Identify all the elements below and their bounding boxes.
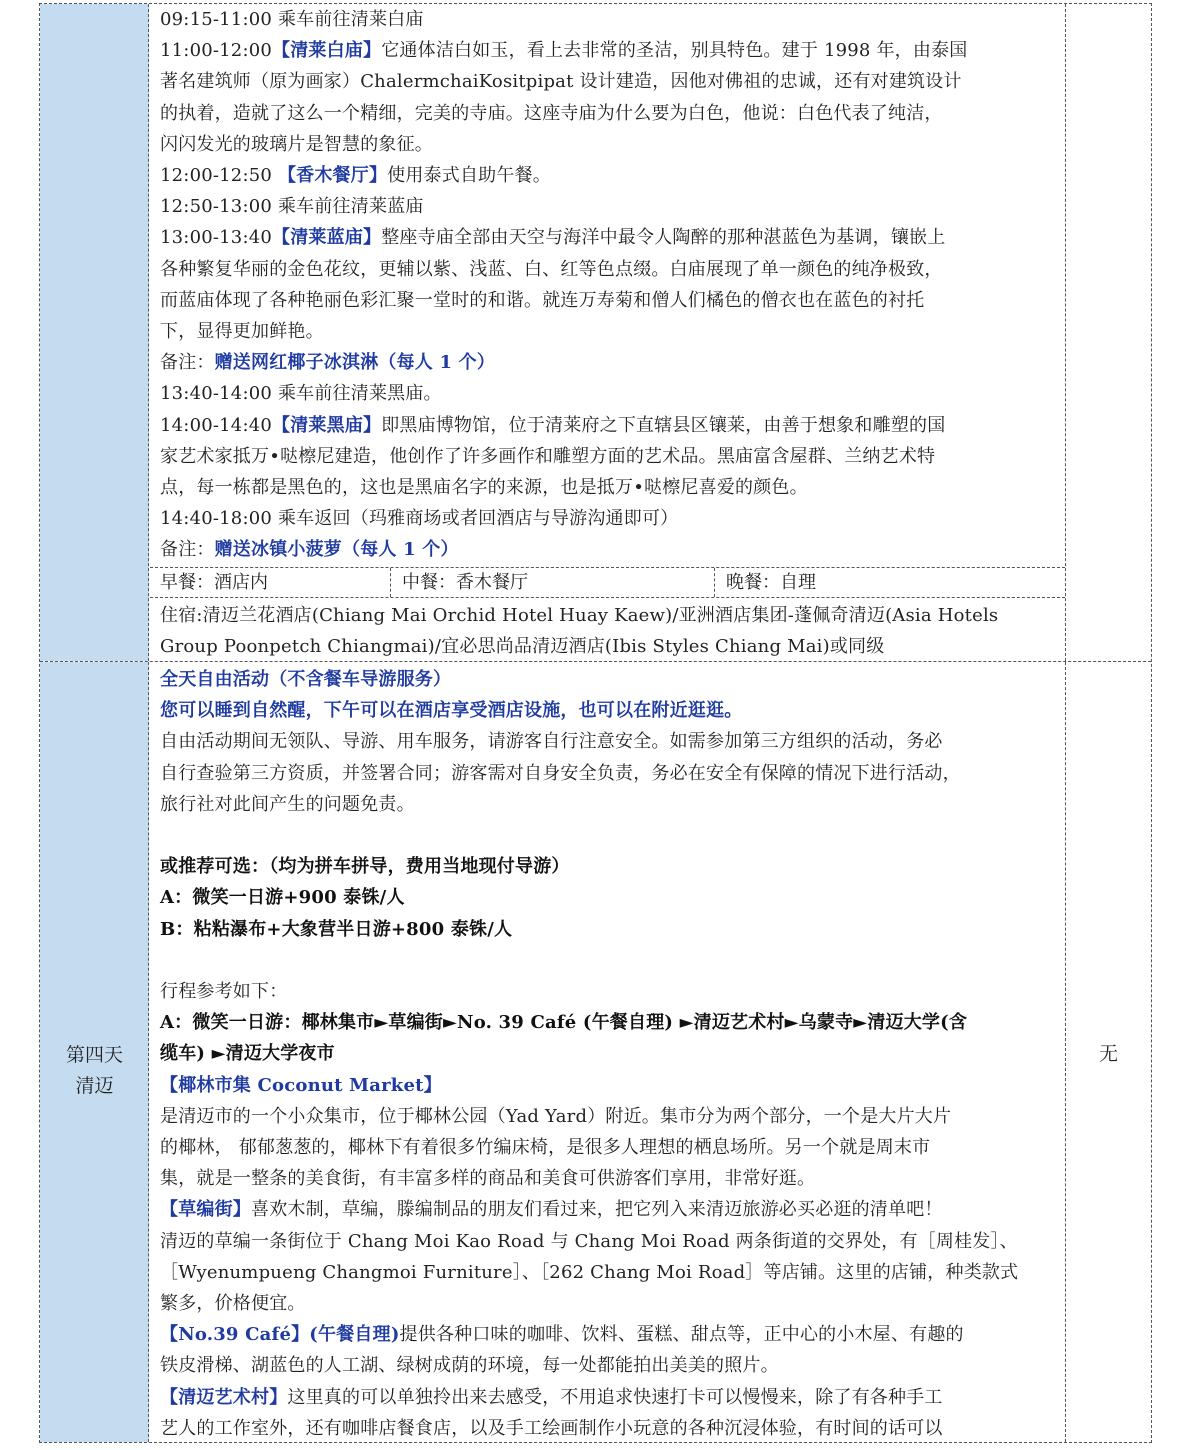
line-segment: 著名建筑师（原为画家）ChalermchaiKositpipat 设计建造，因他对佛祖的忠诚，还有对建筑设计 — [160, 71, 962, 93]
line-segment: 14:00-14:40 — [160, 414, 273, 436]
schedule-line — [150, 285, 1065, 316]
schedule-line — [150, 1413, 1065, 1444]
line-segment: 【No.39 Café】(午餐自理) — [160, 1324, 400, 1346]
line-segment: 自由活动期间无领队、导游、用车服务，请游客自行注意安全。如需参加第三方组织的活动，务必 — [160, 731, 943, 753]
schedule-line — [150, 726, 1065, 757]
schedule-line — [150, 976, 1065, 1007]
schedule-line — [150, 66, 1065, 97]
line-segment: 点，每一栋都是黑色的，这也是黑庙名字的来源，也是抵万•哒檫尼喜爱的颜色。 — [160, 477, 808, 499]
itinerary-table — [39, 3, 1152, 1443]
day3-meals-row — [150, 567, 1065, 598]
line-segment: A：微笑一日游+900 泰铢/人 — [160, 887, 405, 909]
line-segment: 闪闪发光的玻璃片是智慧的象征。 — [160, 133, 433, 155]
line-segment: 14:40-18:00 乘车返回（玛雅商场或者回酒店与导游沟通即可） — [160, 508, 679, 530]
schedule-line — [150, 758, 1065, 789]
schedule-line — [150, 441, 1065, 472]
line-segment: A：微笑一日游：椰林集市►草编街►No. 39 Café (午餐自理) ►清迈艺术村►乌蒙寺►清迈大学(含 — [160, 1012, 968, 1034]
schedule-line — [150, 1288, 1065, 1319]
line-segment: B：粘粘瀑布+大象营半日游+800 泰铢/人 — [160, 918, 513, 940]
blank-line — [150, 820, 1065, 851]
line-segment: 艺人的工作室外，还有咖啡店餐食店，以及手工绘画制作小玩意的各种沉浸体验，有时间的话可以 — [160, 1417, 943, 1439]
schedule-line — [150, 222, 1065, 253]
day4-schedule — [150, 664, 1065, 1444]
lodging-line: 住宿:清迈兰花酒店(Chiang Mai Orchid Hotel Huay Kaew)/亚洲酒店集团-蓬佩奇清迈(Asia Hotels — [160, 605, 999, 626]
schedule-line — [150, 1038, 1065, 1069]
day4-city: 清迈 — [75, 1075, 114, 1097]
schedule-line — [150, 851, 1065, 882]
line-segment: 这里真的可以单独拎出来去感受，不用追求快速打卡可以慢慢来，除了有各种手工 — [287, 1386, 943, 1408]
line-segment: 自行查验第三方资质，并签署合同；游客需对自身安全负责，务必在安全有保障的情况下进行活动， — [160, 762, 961, 784]
schedule-line — [150, 316, 1065, 347]
line-segment: 提供各种口味的咖啡、饮料、蛋糕、甜点等，正中心的小木屋、有趣的 — [399, 1324, 964, 1346]
line-segment: 繁多，价格便宜。 — [160, 1293, 306, 1315]
day3-day-cell — [40, 4, 149, 661]
line-segment: 的执着，造就了这么一个精细，完美的寺庙。这座寺庙为什么要为白色，他说：白色代表了纯洁， — [160, 102, 943, 124]
line-segment: 您可以睡到自然醒，下午可以在酒店享受酒店设施，也可以在附近逛逛。 — [160, 700, 743, 722]
schedule-line — [150, 160, 1065, 191]
schedule-line — [150, 789, 1065, 820]
line-segment: 【清莱蓝庙】 — [272, 227, 382, 249]
schedule-line — [150, 1194, 1065, 1225]
line-segment: 13:40-14:00 乘车前往清莱黑庙。 — [160, 383, 442, 405]
line-segment: 旅行社对此间产生的问题免责。 — [160, 793, 415, 815]
line-segment: 12:00-12:50 — [160, 165, 278, 187]
line-segment: 备注： — [160, 539, 215, 561]
line-segment: 行程参考如下： — [160, 981, 288, 1002]
line-segment: 而蓝庙体现了各种艳丽色彩汇聚一堂时的和谐。就连万寿菊和僧人们橘色的僧衣也在蓝色的衬托 — [160, 289, 925, 311]
line-segment: 备注： — [160, 352, 215, 374]
line-segment: 家艺术家抵万•哒檫尼建造，他创作了许多画作和雕塑方面的艺术品。黑庙富含屋群、兰纳艺术特 — [160, 445, 936, 467]
lodging-line: Group Poonpetch Chiangmai)/宜必思尚品清迈酒店(Ibis Styles Chiang Mai)或同级 — [160, 636, 885, 658]
line-segment: 使用泰式自助午餐。 — [387, 165, 551, 187]
line-segment: 是清迈市的一个小众集市，位于椰林公园（Yad Yard）附近。集市分为两个部分，一个是大片大片 — [160, 1105, 952, 1127]
schedule-line — [150, 695, 1065, 726]
day4-hotel-value: 无 — [1098, 1042, 1118, 1065]
line-segment: 【清莱白庙】 — [272, 40, 382, 62]
schedule-line — [150, 534, 1065, 565]
schedule-line — [150, 1382, 1065, 1413]
schedule-line — [150, 503, 1065, 534]
line-segment: 全天自由活动（不含餐车导游服务） — [160, 669, 452, 690]
line-segment: 11:00-12:00 — [160, 40, 273, 62]
day3-hotel-cell — [1065, 4, 1151, 661]
line-segment: 【香木餐厅】 — [277, 165, 388, 187]
schedule-line — [150, 472, 1065, 503]
line-segment: 下，显得更加鲜艳。 — [160, 321, 324, 343]
schedule-line — [150, 4, 1065, 35]
line-segment: 【清迈艺术村】 — [160, 1386, 288, 1408]
day4-day-cell — [40, 662, 149, 1442]
line-segment: 09:15-11:00 乘车前往清莱白庙 — [160, 9, 424, 30]
line-segment: 【椰林市集 Coconut Market】 — [160, 1074, 442, 1096]
blank-line — [150, 945, 1065, 976]
line-segment: 喜欢木制，草编，滕编制品的朋友们看过来，把它列入来清迈旅游必买必逛的清单吧！ — [251, 1199, 943, 1221]
line-segment: 【草编街】 — [160, 1199, 251, 1221]
schedule-line — [150, 1163, 1065, 1194]
schedule-line — [150, 914, 1065, 945]
schedule-line — [150, 1007, 1065, 1038]
schedule-line — [150, 1070, 1065, 1101]
schedule-line — [150, 129, 1065, 160]
line-segment: 的椰林， 郁郁葱葱的，椰林下有着很多竹编床椅，是很多人理想的栖息场所。另一个就是周末市 — [160, 1137, 931, 1159]
line-segment: 清迈的草编一条街位于 Chang Moi Kao Road 与 Chang Moi Road 两条街道的交界处，有［周桂发］、 — [160, 1230, 1018, 1252]
line-segment: 它通体洁白如玉，看上去非常的圣洁，别具特色。建于 1998 年，由泰国 — [381, 40, 968, 62]
line-segment: 缆车) ►清迈大学夜市 — [160, 1043, 335, 1065]
line-segment: 赠送网红椰子冰淇淋（每人 1 个） — [214, 352, 496, 374]
day4-label: 第四天 — [65, 1044, 123, 1066]
schedule-line — [150, 191, 1065, 222]
line-segment: 12:50-13:00 乘车前往清莱蓝庙 — [160, 196, 424, 218]
schedule-line — [150, 35, 1065, 66]
schedule-line — [150, 1226, 1065, 1257]
schedule-line — [150, 98, 1065, 129]
schedule-line — [150, 254, 1065, 285]
line-segment: 即黑庙博物馆，位于清莱府之下直辖县区镶莱，由善于想象和雕塑的国 — [381, 414, 946, 436]
day4-hotel-cell — [1065, 662, 1151, 1442]
line-segment: 各种繁复华丽的金色花纹，更辅以紫、浅蓝、白、红等色点缀。白庙展现了单一颜色的纯净极致， — [160, 258, 943, 280]
schedule-line — [150, 1101, 1065, 1132]
schedule-line — [150, 378, 1065, 409]
schedule-line — [150, 1319, 1065, 1350]
schedule-line — [150, 664, 1065, 695]
line-segment: 赠送冰镇小菠萝（每人 1 个） — [214, 539, 459, 561]
schedule-line — [150, 1132, 1065, 1163]
line-segment: 铁皮滑梯、湖蓝色的人工湖、绿树成荫的环境，每一处都能拍出美美的照片。 — [160, 1355, 779, 1377]
row-divider — [40, 661, 1151, 662]
schedule-line — [150, 1257, 1065, 1288]
day3-schedule — [150, 4, 1065, 566]
line-segment: 集，就是一整条的美食街，有丰富多样的商品和美食可供游客们享用，非常好逛。 — [160, 1168, 816, 1190]
schedule-line — [150, 1350, 1065, 1381]
line-segment: 或推荐可选：（均为拼车拼导，费用当地现付导游） — [160, 856, 570, 878]
line-segment: 整座寺庙全部由天空与海洋中最令人陶醉的那种湛蓝色为基调，镶嵌上 — [381, 227, 946, 249]
schedule-line — [150, 347, 1065, 378]
line-segment: ［Wyenumpueng Changmoi Furniture］、［262 Chang Moi Road］等店铺。这里的店铺，种类款式 — [160, 1261, 1019, 1283]
dinner-cell: 晚餐：自理 — [726, 572, 816, 593]
breakfast-cell: 早餐：酒店内 — [150, 568, 391, 597]
schedule-line — [150, 410, 1065, 441]
line-segment: 13:00-13:40 — [160, 227, 273, 249]
schedule-line — [150, 882, 1065, 913]
line-segment: 【清莱黑庙】 — [272, 414, 382, 436]
lunch-cell: 中餐：香木餐厅 — [392, 568, 715, 597]
day3-lodging — [150, 600, 1065, 662]
